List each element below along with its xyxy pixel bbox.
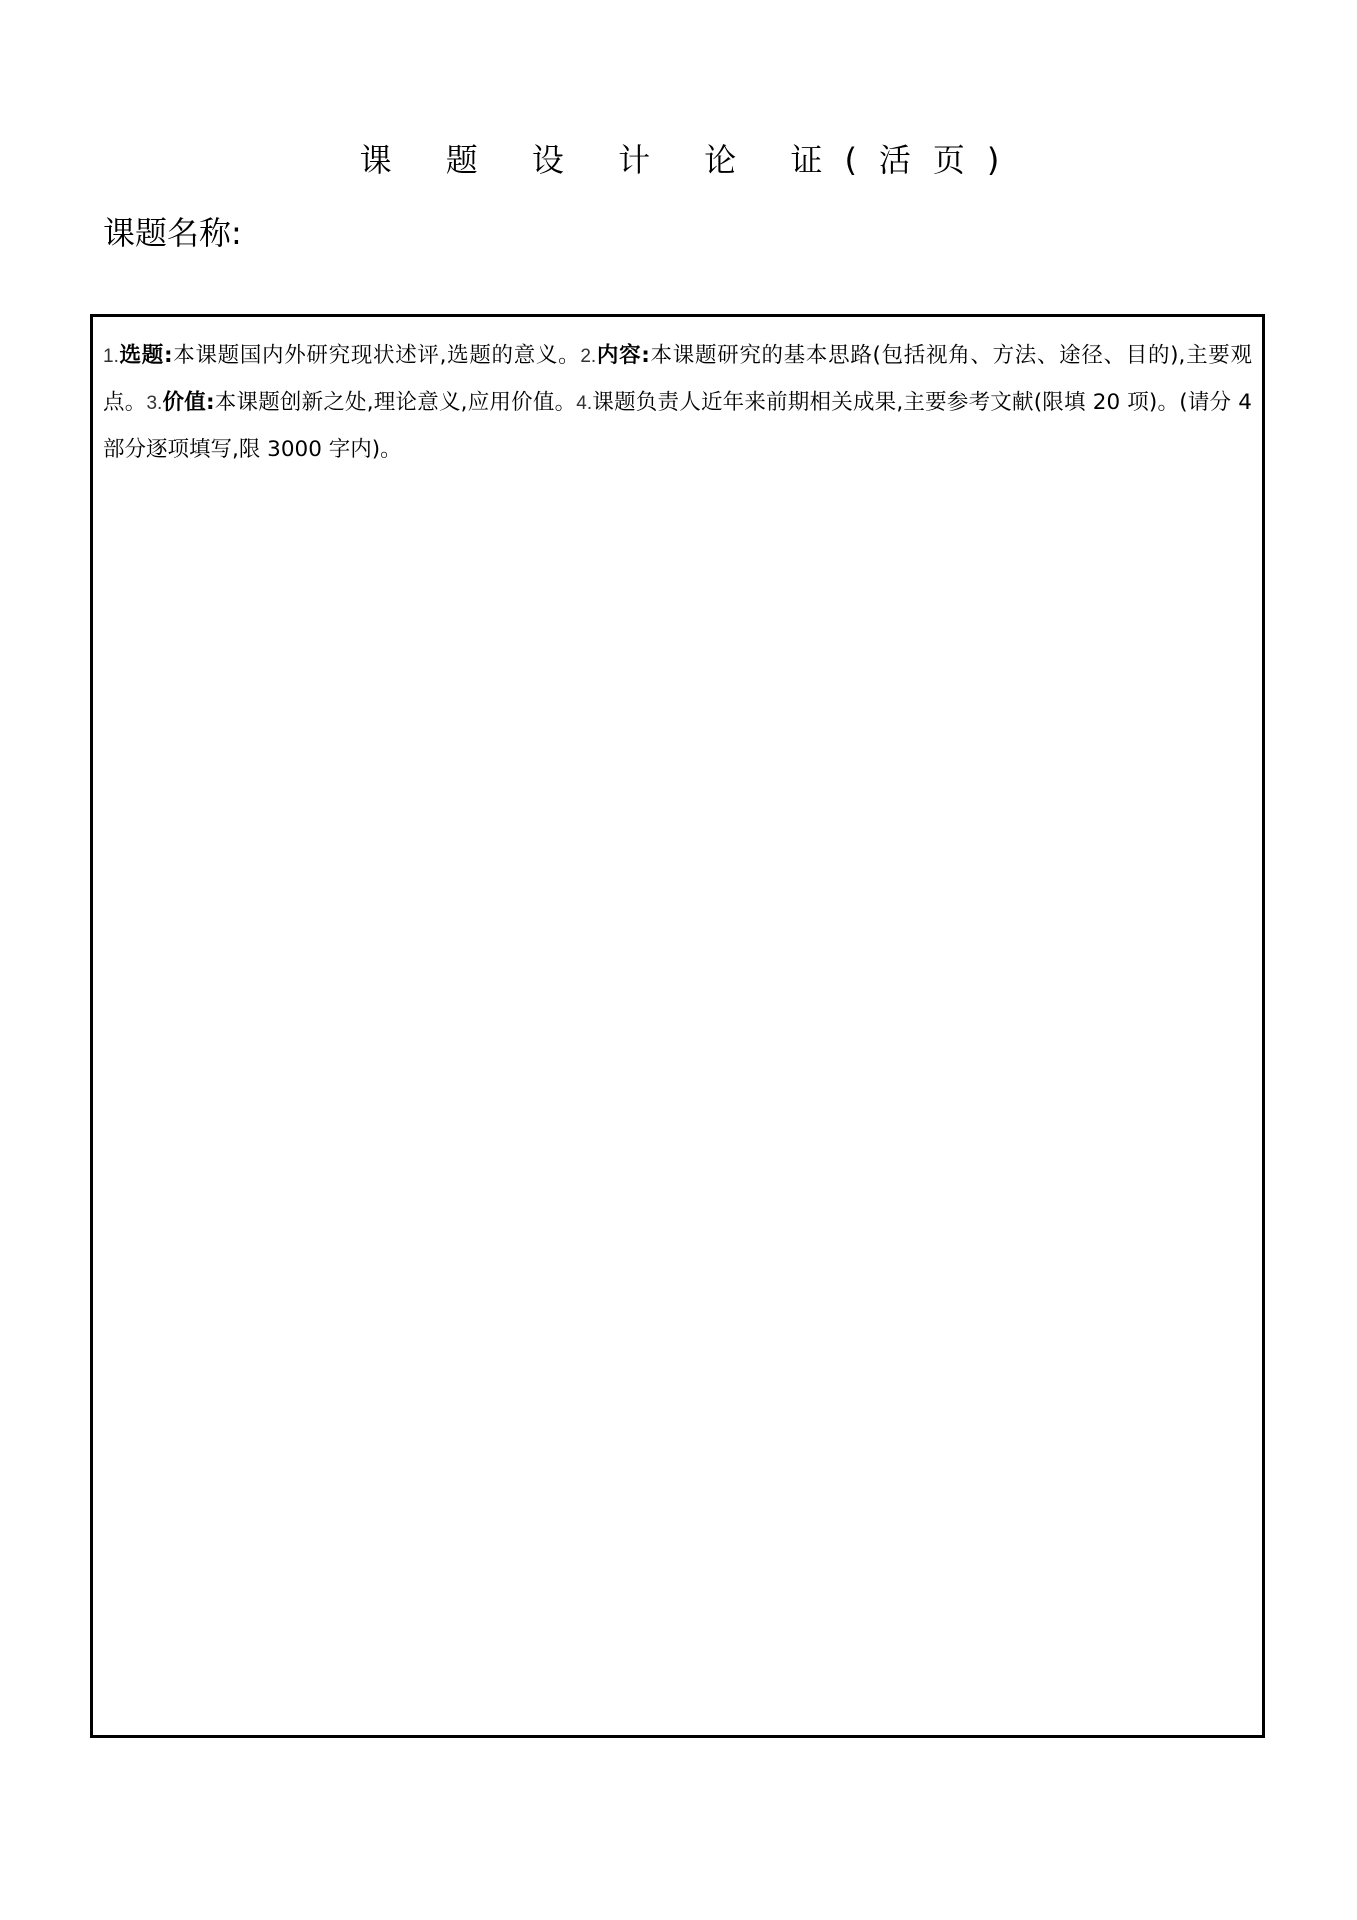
design-argument-box[interactable] — [90, 314, 1265, 1738]
item-2-text: 本课题研究的基本思路(包括视角、方法、途径、目的),主要观点。 — [103, 343, 1252, 415]
item-1-heading: 选题: — [118, 343, 173, 368]
item-1-number: 1. — [103, 346, 119, 367]
item-4-number: 4. — [576, 393, 593, 414]
page-title: 课 题 设 计 论 证(活页) — [359, 141, 1022, 179]
topic-name-label: 课题名称: — [103, 214, 242, 252]
item-3-number: 3. — [146, 393, 163, 414]
item-1-text: 本课题国内外研究现状述评,选题的意义。 — [172, 343, 581, 368]
instructions-text — [103, 333, 1252, 473]
item-2-heading: 内容: — [596, 343, 650, 368]
item-4-text: 课题负责人近年来前期相关成果,主要参考文献(限填 20 项)。(请分 4 部分逐项填写,限 3000 字内)。 — [103, 390, 1252, 462]
item-3-heading: 价值: — [162, 390, 215, 415]
item-2-number: 2. — [580, 346, 597, 367]
item-3-text: 本课题创新之处,理论意义,应用价值。 — [214, 390, 577, 415]
